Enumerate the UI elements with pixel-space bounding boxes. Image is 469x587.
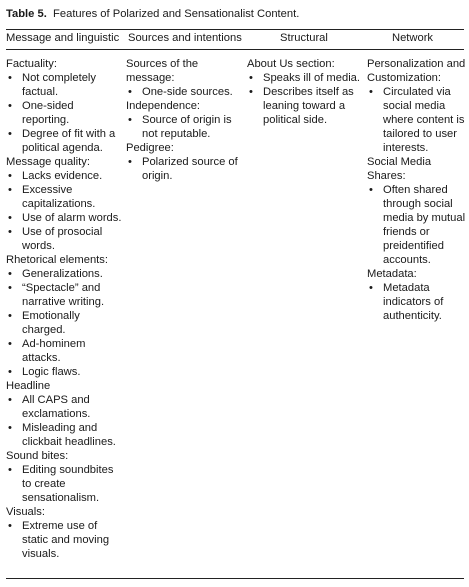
group-label: Factuality: <box>6 58 57 70</box>
group-label: Headline <box>6 380 51 392</box>
group-label: Metadata: <box>367 268 417 280</box>
group-label: Visuals: <box>6 506 45 518</box>
list-item: • Generalizations. <box>6 267 122 281</box>
list-item: • Describes itself as leaning toward a political side. <box>247 85 365 127</box>
column-message <box>6 57 122 561</box>
list-item: • Extreme use of static and moving visuals. <box>6 519 122 561</box>
list-item: • Often shared through social media by mutual friends or preidentified accounts. <box>367 183 466 267</box>
list-item: • Lacks evidence. <box>6 169 122 183</box>
group-label: Rhetorical elements: <box>6 254 108 266</box>
group-label: Pedigree: <box>126 142 174 154</box>
list-item: • All CAPS and exclamations. <box>6 393 122 421</box>
group-label: Sources of the message: <box>126 58 199 84</box>
group-label: Independence: <box>126 100 201 112</box>
list-item: • Emotionally charged. <box>6 309 122 337</box>
list-item: • Source of origin is not reputable. <box>126 113 246 141</box>
column-sources <box>126 57 246 183</box>
column-header-structural: Structural <box>280 32 328 44</box>
group-label: Message quality: <box>6 156 90 168</box>
list-item: • One-side sources. <box>126 85 246 99</box>
group-label: About Us section: <box>247 58 335 70</box>
list-item: • Ad-hominem attacks. <box>6 337 122 365</box>
group-label: Personalization and Customization: <box>367 58 466 84</box>
header-rule <box>6 49 464 50</box>
list-item: • “Spectacle” and narrative writing. <box>6 281 122 309</box>
column-header-sources: Sources and intentions <box>128 32 242 44</box>
table-caption <box>6 8 299 20</box>
group-label: Sound bites: <box>6 450 69 462</box>
list-item: • Not completely factual. <box>6 71 122 99</box>
list-item: • Metadata indicators of authenticity. <box>367 281 466 323</box>
list-item: • Misleading and clickbait headlines. <box>6 421 122 449</box>
list-item: • Polarized source of origin. <box>126 155 246 183</box>
list-item: • Speaks ill of media. <box>247 71 365 85</box>
list-item: • Excessive capitalizations. <box>6 183 122 211</box>
list-item: • Logic flaws. <box>6 365 122 379</box>
list-item: • Use of alarm words. <box>6 211 122 225</box>
column-header-network: Network <box>392 32 434 44</box>
list-item: • Circulated via social media where content is tailored to user interests. <box>367 85 466 155</box>
column-structural <box>247 57 365 127</box>
group-label: Social Media Shares: <box>367 156 432 182</box>
list-item: • Degree of fit with a political agenda. <box>6 127 122 155</box>
column-header-message: Message and linguistic <box>6 32 120 44</box>
top-rule <box>6 29 464 30</box>
table-title: Features of Polarized and Sensationalist Content. <box>53 8 300 20</box>
table-label: Table 5. <box>6 8 47 20</box>
column-network <box>367 57 466 323</box>
list-item: • Use of prosocial words. <box>6 225 122 253</box>
bottom-rule <box>6 578 464 579</box>
list-item: • One-sided reporting. <box>6 99 122 127</box>
list-item: • Editing soundbites to create sensationalism. <box>6 463 122 505</box>
